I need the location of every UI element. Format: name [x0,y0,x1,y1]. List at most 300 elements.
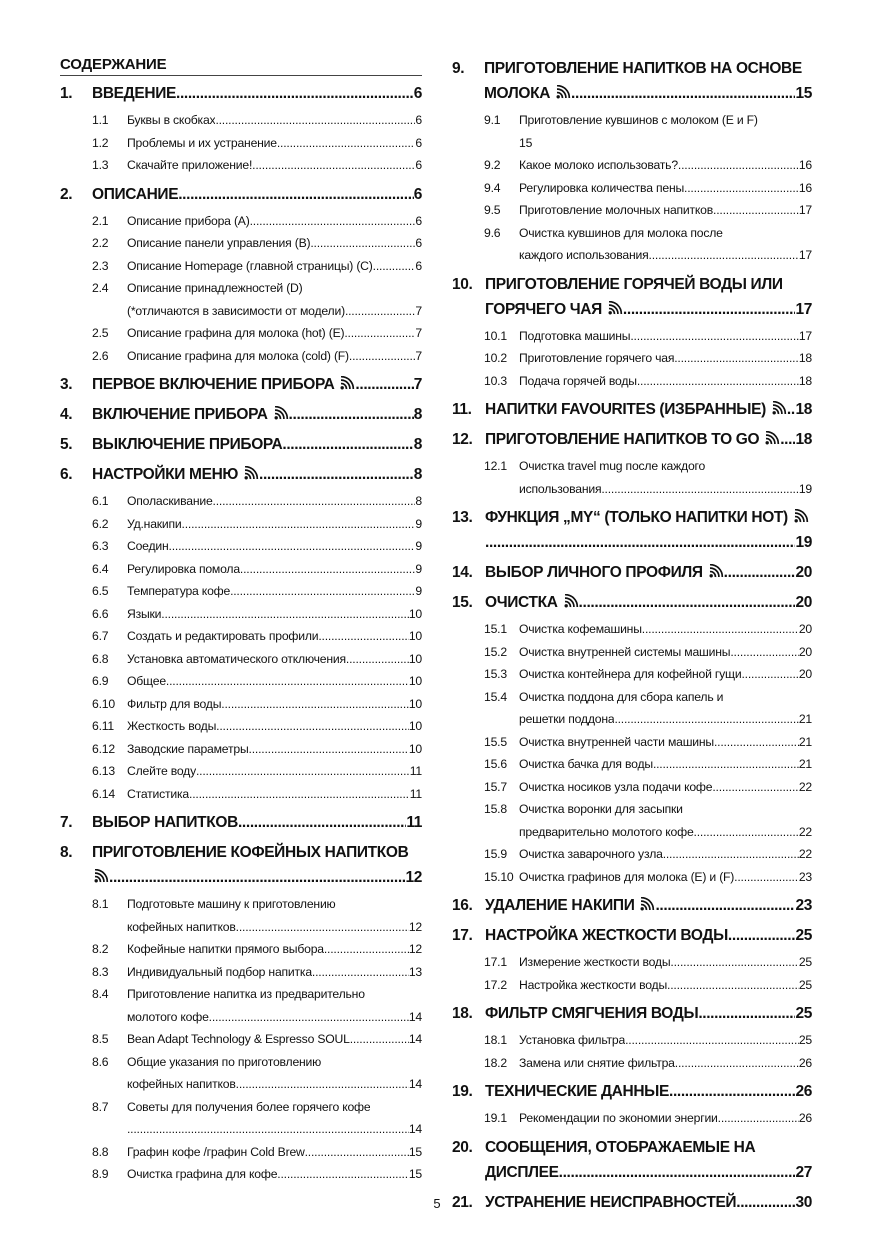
toc-entry-line[interactable] [127,648,422,671]
toc-subsection[interactable] [92,738,422,761]
toc-entry-line[interactable] [485,1135,812,1160]
toc-entry-line[interactable] [485,1079,812,1104]
toc-entry-line[interactable] [519,866,812,889]
toc-subsection[interactable] [484,731,812,754]
toc-entry-line[interactable] [127,1051,422,1074]
toc-entry-line[interactable] [127,693,422,716]
toc-subsection[interactable] [92,154,422,177]
page-ref[interactable]: 20 [798,667,812,681]
toc-section[interactable] [452,56,812,106]
dot-leader [614,708,798,731]
page-ref[interactable]: 9 [415,561,422,576]
page-ref[interactable]: 6 [415,113,422,127]
page-ref[interactable]: 15 [408,1167,422,1181]
toc-entry-line[interactable] [127,345,422,368]
page-ref[interactable]: 18 [798,351,812,365]
dot-leader [238,810,406,835]
toc-entry-line[interactable] [519,325,812,348]
toc-entry-line[interactable] [127,938,422,961]
page-ref[interactable]: 22 [798,847,812,861]
page-ref[interactable]: 12 [408,919,422,934]
toc-subsection[interactable] [484,1029,812,1052]
page-ref[interactable]: 22 [798,824,812,839]
subsection-number: 10.3 [484,373,507,388]
toc-section[interactable] [60,462,422,487]
toc-entry-line[interactable] [519,618,812,641]
toc-section[interactable] [452,397,812,422]
page-ref[interactable]: 10 [408,741,422,756]
page-ref[interactable]: 9 [415,516,422,531]
page-ref[interactable]: 15 [795,85,812,102]
toc-entry-line[interactable] [485,1001,812,1026]
toc-entry-line[interactable] [519,1029,812,1052]
entry-title: Какое молоко использовать? [519,158,678,172]
toc-entry-line[interactable] [92,372,422,397]
page-ref[interactable]: 10 [408,629,422,643]
page-ref[interactable]: 10 [408,651,422,666]
entry-text [485,272,783,297]
toc-entry-line[interactable] [92,432,422,457]
toc-entry-line[interactable] [127,490,422,513]
subsection-number: 9.4 [484,180,501,195]
page-ref[interactable]: 10 [408,719,422,733]
subsection-number: 6.1 [92,494,109,508]
toc-subsection[interactable] [92,1163,422,1186]
toc-entry-line[interactable] [127,1141,422,1164]
toc-entry-line[interactable] [485,397,812,422]
toc-entry-line[interactable] [519,641,812,664]
toc-section[interactable] [452,590,812,615]
page-ref[interactable]: 6 [415,158,422,172]
page-ref[interactable]: 14 [408,1077,422,1091]
toc-section[interactable] [60,402,422,427]
section-heading [485,560,812,585]
page-ref[interactable]: 21 [798,734,812,749]
page-ref[interactable]: 14 [408,1032,422,1046]
toc-entry-line[interactable] [519,455,812,478]
page-ref[interactable]: 8 [413,466,422,483]
page-ref[interactable]: 20 [798,622,812,636]
page-ref[interactable]: 14 [408,1122,422,1136]
page-ref[interactable]: 25 [795,1005,812,1022]
toc-entry-line[interactable] [519,663,812,686]
entry-title: Очистка заварочного узла [519,847,663,861]
toc-subsection[interactable] [92,513,422,536]
toc-entry-line[interactable] [127,1006,422,1029]
toc-entry-line[interactable] [519,951,812,974]
toc-entry-line[interactable] [519,347,812,370]
toc-entry-line[interactable] [485,530,812,555]
wifi-signal-icon [765,431,780,445]
toc-entry-line[interactable] [485,560,812,585]
section-heading [485,923,812,948]
toc-subsection[interactable] [92,1028,422,1051]
toc-entry-line[interactable] [127,1118,422,1141]
page-ref[interactable]: 12 [408,942,422,956]
toc-section[interactable] [452,1001,812,1026]
toc-entry-line[interactable] [519,686,812,709]
toc-entry-line[interactable] [127,132,422,155]
page-ref[interactable]: 15 [408,1144,422,1159]
toc-subsection[interactable] [92,1096,422,1141]
toc-section[interactable] [60,840,422,890]
toc-subsection[interactable] [92,938,422,961]
toc-subsection[interactable] [92,983,422,1028]
toc-entry-line[interactable] [519,731,812,754]
page-ref[interactable]: 12 [405,869,422,886]
subsection-text [127,580,422,603]
page-ref[interactable]: 23 [798,869,812,884]
toc-entry-line[interactable] [127,916,422,939]
toc-section[interactable] [452,505,812,555]
toc-subsection[interactable] [484,753,812,776]
toc-subsection[interactable] [484,455,812,500]
page-ref[interactable]: 10 [408,606,422,621]
page-ref[interactable]: 11 [409,764,422,778]
entry-text [484,81,571,106]
page-ref[interactable]: 25 [795,927,812,944]
toc-entry-line[interactable] [519,199,812,222]
toc-subsection[interactable] [484,843,812,866]
toc-entry-line[interactable] [92,865,422,890]
subsection-number: 15.7 [484,779,507,794]
toc-entry-line[interactable] [127,1096,422,1119]
toc-entry-line[interactable] [485,923,812,948]
toc-entry-line[interactable] [485,893,812,918]
subsection-text [127,760,422,783]
entry-title: УДАЛЕНИЕ НАКИПИ [485,897,635,914]
toc-entry-line[interactable] [127,715,422,738]
toc-entry-line[interactable] [484,56,812,81]
toc-subsection[interactable] [92,210,422,233]
toc-subsection[interactable] [484,618,812,641]
toc-subsection[interactable] [92,715,422,738]
entry-text [127,760,196,783]
toc-entry-line[interactable] [92,840,422,865]
section-number: 13. [452,509,473,526]
entry-title: Описание Homepage (главной страницы) (C) [127,258,373,273]
entry-title: Очистка воронки для засыпки [519,802,683,816]
toc-subsection[interactable] [484,1107,812,1130]
toc-entry-line[interactable] [127,961,422,984]
page-ref[interactable]: 16 [798,180,812,195]
toc-subsection[interactable] [92,648,422,671]
toc-subsection[interactable] [484,866,812,889]
page-ref[interactable]: 9 [415,539,422,553]
toc-subsection[interactable] [92,345,422,368]
toc-entry-line[interactable] [127,580,422,603]
toc-section[interactable] [60,810,422,835]
toc-entry-line[interactable] [127,232,422,255]
toc-subsection[interactable] [92,490,422,513]
entry-title: Очистка travel mug после каждого [519,459,706,473]
toc-section[interactable] [452,1079,812,1104]
toc-subsection[interactable] [92,670,422,693]
page-ref[interactable]: 8 [413,406,422,423]
dot-leader [669,1079,795,1104]
toc-entry-line[interactable] [485,1160,812,1185]
toc-subsection[interactable] [92,625,422,648]
dot-leader [728,923,796,948]
toc-subsection[interactable] [92,132,422,155]
entry-title: Измерение жесткости воды [519,955,671,969]
toc-subsection[interactable] [92,580,422,603]
page-ref[interactable]: 8 [413,436,422,453]
toc-section[interactable] [452,1135,812,1185]
toc-entry-line[interactable] [127,983,422,1006]
page-ref[interactable]: 6 [413,85,422,102]
toc-entry-line[interactable] [92,462,422,487]
dot-leader [221,693,409,716]
page-ref[interactable]: 21 [798,757,812,771]
toc-entry-line[interactable] [519,843,812,866]
entry-title: НАСТРОЙКА ЖЕСТКОСТИ ВОДЫ [485,927,728,944]
subsection-number: 2.4 [92,281,109,295]
toc-section[interactable] [60,432,422,457]
entry-text [519,686,723,709]
toc-subsection[interactable] [92,760,422,783]
toc-section[interactable] [60,81,422,106]
toc-entry-line[interactable] [127,1073,422,1096]
toc-entry-line[interactable] [519,132,812,155]
toc-subsection[interactable] [484,222,812,267]
toc-subsection[interactable] [92,693,422,716]
toc-entry-line[interactable] [519,177,812,200]
entry-title: ФУНКЦИЯ „MY“ (ТОЛЬКО НАПИТКИ HOT) [485,509,788,526]
toc-subsection[interactable] [484,177,812,200]
toc-entry-line[interactable] [127,535,422,558]
toc-section[interactable] [60,372,422,397]
toc-entry-line[interactable] [485,272,812,297]
page-ref[interactable]: 22 [798,779,812,794]
toc-subsection[interactable] [92,558,422,581]
page-ref[interactable]: 25 [798,977,812,992]
toc-entry-line[interactable] [127,738,422,761]
page-ref[interactable]: 7 [415,348,422,363]
toc-entry-line[interactable] [92,81,422,106]
toc-entry-line[interactable] [127,603,422,626]
entry-title: Создать и редактировать профили [127,629,319,643]
toc-entry-line[interactable] [127,893,422,916]
toc-entry-line[interactable] [485,505,812,530]
toc-entry-line[interactable] [127,670,422,693]
toc-section[interactable] [452,560,812,585]
entry-text [127,490,213,513]
page-ref[interactable]: 8 [415,494,422,508]
toc-entry-line[interactable] [127,255,422,278]
page-ref[interactable]: 18 [798,373,812,388]
page-ref[interactable]: 26 [798,1055,812,1070]
page-ref[interactable]: 6 [415,258,422,273]
toc-subsection[interactable] [92,1141,422,1164]
toc-entry-line[interactable] [485,297,812,322]
subsection-text [127,232,422,255]
toc-entry-line[interactable] [519,798,812,821]
toc-entry-line[interactable] [127,513,422,536]
dot-leader [178,182,414,207]
entry-title: Заводские параметры [127,741,249,756]
page-ref[interactable]: 6 [415,213,422,228]
toc-entry-line[interactable] [485,590,812,615]
entry-title: Очистка внутренней системы машины [519,644,731,659]
toc-entry-line[interactable] [127,558,422,581]
dot-leader [344,322,415,345]
page-ref[interactable]: 25 [798,1033,812,1047]
page-ref[interactable]: 20 [798,644,812,659]
toc-entry-line[interactable] [519,1107,812,1130]
toc-entry-line[interactable] [92,810,422,835]
page-ref[interactable]: 11 [409,786,422,801]
dot-leader [240,558,416,581]
toc-subsection[interactable] [484,347,812,370]
toc-entry-line[interactable] [92,182,422,207]
page-ref[interactable]: 21 [798,712,812,726]
toc-subsection[interactable] [484,776,812,799]
toc-entry-line[interactable] [484,81,812,106]
toc-left-column [60,56,422,1191]
toc-subsection[interactable] [484,974,812,997]
page-ref[interactable]: 18 [795,401,812,418]
toc-subsection[interactable] [92,1051,422,1096]
page-ref[interactable]: 25 [798,955,812,969]
toc-entry-line[interactable] [127,783,422,806]
page-ref[interactable]: 17 [798,248,812,262]
toc-subsection[interactable] [484,663,812,686]
toc-entry-line[interactable] [127,300,422,323]
page-ref[interactable]: 17 [795,300,812,318]
subsection-number: 12.1 [484,459,507,473]
toc-entry-line[interactable] [127,322,422,345]
page-ref[interactable]: 11 [406,814,422,831]
page-ref[interactable]: 10 [408,674,422,688]
toc-entry-line[interactable] [127,1028,422,1051]
toc-section[interactable] [452,272,812,322]
entry-text [519,776,712,799]
toc-entry-line[interactable] [127,625,422,648]
entry-title: Установка автоматического отключения [127,651,346,666]
entry-text [519,1052,675,1075]
toc-section[interactable] [452,893,812,918]
toc-subsection[interactable] [92,961,422,984]
page-ref[interactable]: 7 [415,326,422,340]
entry-text [127,535,172,558]
page-ref[interactable]: 20 [795,564,812,581]
toc-subsection[interactable] [484,951,812,974]
toc-section[interactable] [452,923,812,948]
page-ref[interactable]: 13 [408,964,422,979]
toc-subsection[interactable] [92,109,422,132]
page-ref[interactable]: 30 [795,1193,812,1211]
page-ref[interactable]: 6 [413,185,422,203]
page-ref[interactable]: 14 [408,1009,422,1024]
toc-entry-line[interactable] [127,109,422,132]
subsection-text [519,866,812,889]
page-ref[interactable]: 7 [415,303,422,318]
toc-subsection[interactable] [484,370,812,393]
entry-title: кофейных напитков [127,919,236,934]
entry-text [519,222,723,245]
toc-entry-line[interactable] [519,478,812,501]
entry-text [127,983,365,1006]
page-ref[interactable]: 19 [798,481,812,496]
page-ref[interactable]: 27 [795,1163,812,1181]
toc-entry-line[interactable] [519,753,812,776]
subsection-text [127,132,422,155]
toc-entry-line[interactable] [127,1163,422,1186]
page-ref[interactable]: 23 [795,897,812,914]
toc-entry-line[interactable] [519,708,812,731]
page-ref[interactable]: 10 [408,696,422,711]
toc-entry-line[interactable] [519,222,812,245]
toc-section[interactable] [60,182,422,207]
toc-subsection[interactable] [484,109,812,154]
toc-entry-line[interactable] [127,154,422,177]
toc-subsection[interactable] [92,232,422,255]
page-ref[interactable]: 6 [415,236,422,250]
toc-subsection[interactable] [92,255,422,278]
page-ref[interactable]: 20 [795,594,812,611]
entry-title: Кофейные напитки прямого выбора [127,942,324,956]
toc-subsection[interactable] [92,783,422,806]
entry-text [127,154,252,177]
toc-subsection[interactable] [484,798,812,843]
toc-entry-line[interactable] [127,760,422,783]
toc-subsection[interactable] [484,199,812,222]
page-ref[interactable]: 19 [795,534,812,551]
page-ref[interactable]: 6 [415,135,422,150]
entry-text [127,738,249,761]
page-ref[interactable]: 26 [798,1111,812,1125]
toc-subsection[interactable] [484,325,812,348]
toc-subsection[interactable] [92,603,422,626]
section-heading [485,272,812,322]
page-ref[interactable]: 17 [798,328,812,343]
toc-entry-line[interactable] [519,154,812,177]
toc-entry-line[interactable] [485,427,812,452]
page-ref[interactable]: 18 [795,431,812,448]
toc-subsection[interactable] [484,641,812,664]
toc-subsection[interactable] [484,686,812,731]
toc-entry-line[interactable] [127,277,422,300]
wifi-signal-icon [772,401,787,415]
page-ref[interactable]: 17 [798,203,812,217]
toc-entry-line[interactable] [519,370,812,393]
toc-subsection[interactable] [92,322,422,345]
subsection-number: 17.2 [484,977,507,992]
toc-entry-line[interactable] [519,821,812,844]
toc-entry-line[interactable] [519,974,812,997]
toc-entry-line[interactable] [519,244,812,267]
toc-entry-line[interactable] [519,109,812,132]
toc-entry-line[interactable] [92,402,422,427]
toc-subsection[interactable] [484,1052,812,1075]
entry-text [519,663,741,686]
toc-entry-line[interactable] [519,776,812,799]
subsection-text [519,843,812,866]
toc-subsection[interactable] [92,535,422,558]
page-ref[interactable]: 9 [415,584,422,598]
subsection-text [127,1141,422,1164]
toc-subsection[interactable] [92,893,422,938]
page-ref[interactable]: 26 [795,1083,812,1100]
toc-entry-line[interactable] [127,210,422,233]
toc-entry-line[interactable] [519,1052,812,1075]
toc-section[interactable] [452,427,812,452]
toc-subsection[interactable] [484,154,812,177]
page-ref[interactable]: 16 [798,158,812,172]
toc-subsection[interactable] [92,277,422,322]
page-ref[interactable]: 7 [413,376,422,393]
